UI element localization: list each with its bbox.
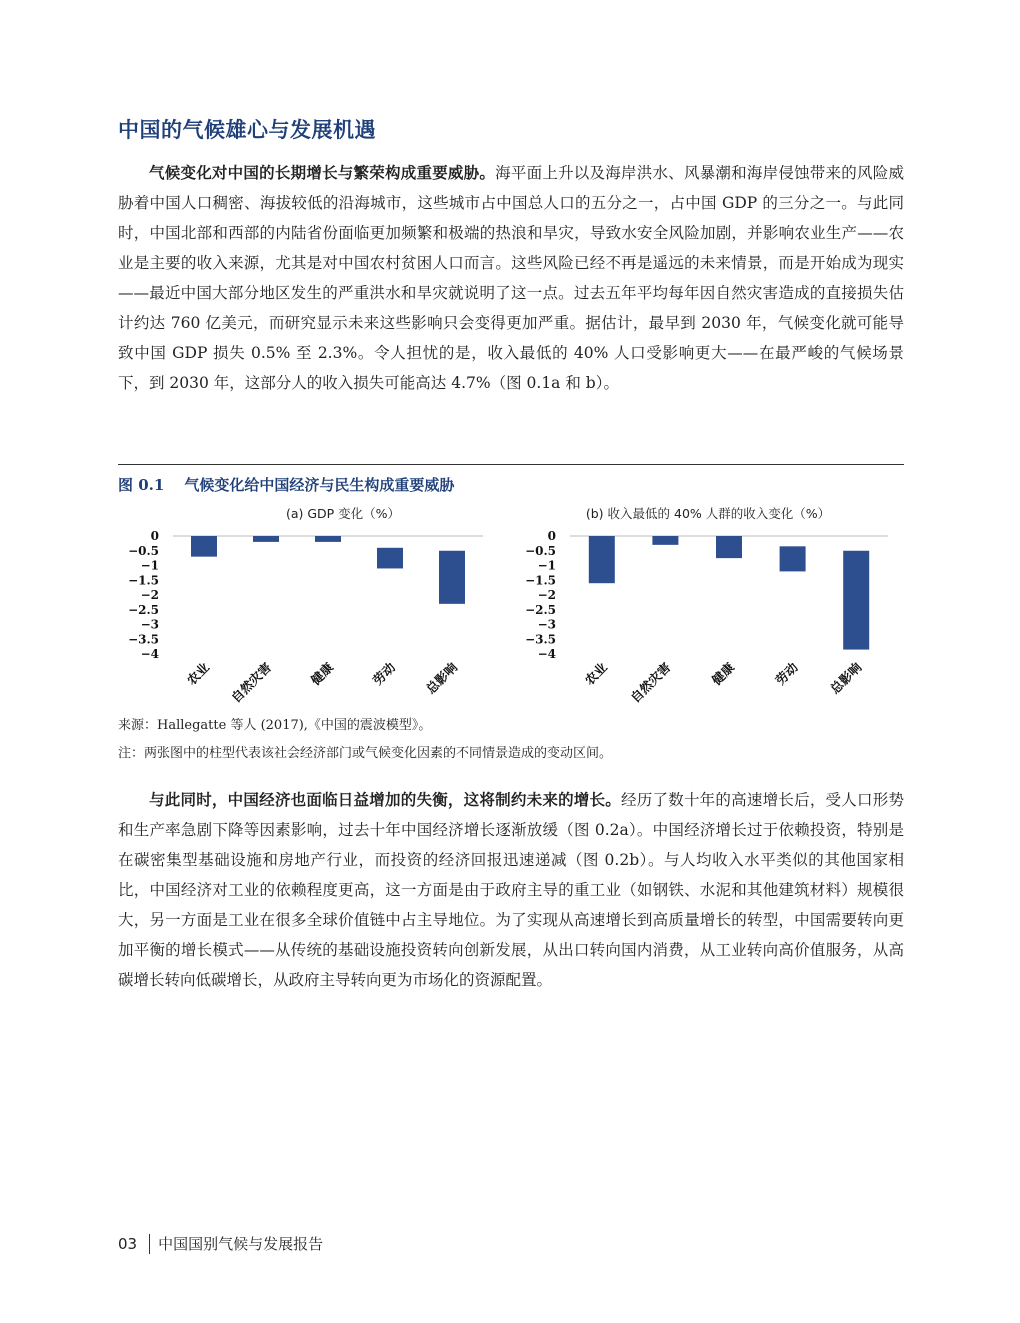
bar-5 bbox=[843, 551, 869, 650]
chart-title: (b) 收入最低的 40% 人群的收入变化（%） bbox=[585, 506, 831, 521]
bar-2 bbox=[652, 536, 678, 545]
x-category-label: 农业 bbox=[581, 659, 610, 688]
x-category-label: 总影响 bbox=[827, 659, 865, 697]
y-tick-label: −1.5 bbox=[128, 573, 159, 588]
bar-4 bbox=[780, 546, 806, 571]
y-tick-label: −2 bbox=[140, 588, 159, 602]
x-category-label: 自然灾害 bbox=[228, 659, 275, 706]
paragraph-lead: 与此同时，中国经济也面临日益增加的失衡，这将制约未来的增长。 bbox=[149, 790, 622, 809]
y-tick-label: −2.5 bbox=[128, 602, 159, 617]
bar-5 bbox=[439, 551, 465, 604]
y-tick-label: −0.5 bbox=[128, 543, 159, 558]
y-tick-label: −3.5 bbox=[128, 632, 159, 647]
y-tick-label: −4 bbox=[537, 647, 556, 661]
y-tick-label: −1 bbox=[140, 558, 159, 573]
figure-title bbox=[118, 474, 454, 495]
paragraph-body: 经历了数十年的高速增长后，受人口形势和生产率急剧下降等因素影响，过去十年中国经济增长逐渐放缓（图 0.2a）。中国经济增长过于依赖投资，特别是在碳密集型基础设施和房地产行业，而投资的经济回报迅速递减（图 0.2b）。与人均收入水平类似的其他国家相比，中国经济对工业的依赖程度更高，这一方面是由于政府主导的重工业（如钢铁、水泥和其他建筑材料）规模很大，另一方面是工业在很多全球价值链中占主导地位。为了实现从高速增长到高质量增长的转型，中国需要转向更加平衡的增长模式——从传统的基础设施投资转向创新发展，从出口转向国内消费，从工业转向高价值服务，从高碳增长转向低碳增长，从政府主导转向更为市场化的资源配置。 bbox=[118, 791, 904, 989]
y-tick-label: 0 bbox=[547, 529, 556, 543]
page-footer bbox=[118, 1233, 323, 1254]
figure-charts bbox=[118, 500, 904, 710]
y-tick-label: −3 bbox=[140, 617, 159, 632]
bar-1 bbox=[191, 536, 217, 557]
paragraph-lead: 气候变化对中国的长期增长与繁荣构成重要威胁。 bbox=[149, 163, 496, 182]
chart-title: (a) GDP 变化（%） bbox=[285, 506, 401, 521]
bar-3 bbox=[716, 536, 742, 558]
y-tick-label: −2.5 bbox=[525, 602, 556, 617]
report-title: 中国国别气候与发展报告 bbox=[158, 1235, 324, 1253]
x-category-label: 自然灾害 bbox=[627, 659, 674, 706]
section-heading: 中国的气候雄心与发展机遇 bbox=[118, 118, 376, 142]
y-tick-label: −3.5 bbox=[525, 632, 556, 647]
bar-2 bbox=[253, 536, 279, 542]
figure-note: 注：两张图中的柱型代表该社会经济部门或气候变化因素的不同情景造成的变动区间。 bbox=[118, 746, 613, 761]
paragraph-body: 海平面上升以及海岸洪水、风暴潮和海岸侵蚀带来的风险威胁着中国人口稠密、海拔较低的沿海城市，这些城市占中国总人口的五分之一，占中国 GDP 的三分之一。与此同时，中国北部和西部的内陆省份面临更加频繁和极端的热浪和旱灾，导致水安全风险加剧，并影响农业生产——农业是主要的收入来源，尤其是对中国农村贫困人口而言。这些风险已经不再是遥远的未来情景，而是开始成为现实——最近中国大部分地区发生的严重洪水和旱灾就说明了这一点。过去五年平均每年因自然灾害造成的直接损失估计约达 760 亿美元，而研究显示未来这些影响只会变得更加严重。据估计，最早到 2030 年，气候变化就可能导致中国 GDP 损失 0.5% 至 2.3%。令人担忧的是，收入最低的 40% 人口受影响更大——在最严峻的气候场景下，到 2030 年，这部分人的收入损失可能高达 4.7%（图 0.1a 和 b）。 bbox=[118, 164, 904, 392]
figure-source: 来源：Hallegatte 等人 (2017),《中国的震波模型》。 bbox=[118, 718, 432, 733]
y-tick-label: −1.5 bbox=[525, 573, 556, 588]
figure-number: 图 0.1 bbox=[118, 476, 165, 494]
bar-1 bbox=[589, 536, 615, 583]
x-category-label: 劳动 bbox=[772, 659, 801, 688]
x-category-label: 健康 bbox=[708, 659, 738, 688]
y-tick-label: −4 bbox=[140, 647, 159, 661]
x-category-label: 健康 bbox=[307, 659, 337, 688]
x-category-label: 劳动 bbox=[369, 659, 399, 688]
y-tick-label: 0 bbox=[150, 529, 159, 543]
footer-divider bbox=[149, 1234, 150, 1254]
paragraph-climate-threat bbox=[118, 158, 904, 398]
y-tick-label: −0.5 bbox=[525, 543, 556, 558]
x-category-label: 总影响 bbox=[422, 659, 461, 697]
y-tick-label: −2 bbox=[537, 588, 556, 602]
y-tick-label: −3 bbox=[537, 617, 556, 632]
bar-4 bbox=[377, 548, 403, 569]
figure-top-rule bbox=[118, 464, 904, 465]
paragraph-imbalance bbox=[118, 785, 904, 995]
bar-3 bbox=[315, 536, 341, 542]
page-number: 03 bbox=[118, 1234, 138, 1253]
y-tick-label: −1 bbox=[537, 558, 556, 573]
x-category-label: 农业 bbox=[183, 659, 213, 688]
figure-title-text: 气候变化给中国经济与民生构成重要威胁 bbox=[184, 476, 455, 494]
